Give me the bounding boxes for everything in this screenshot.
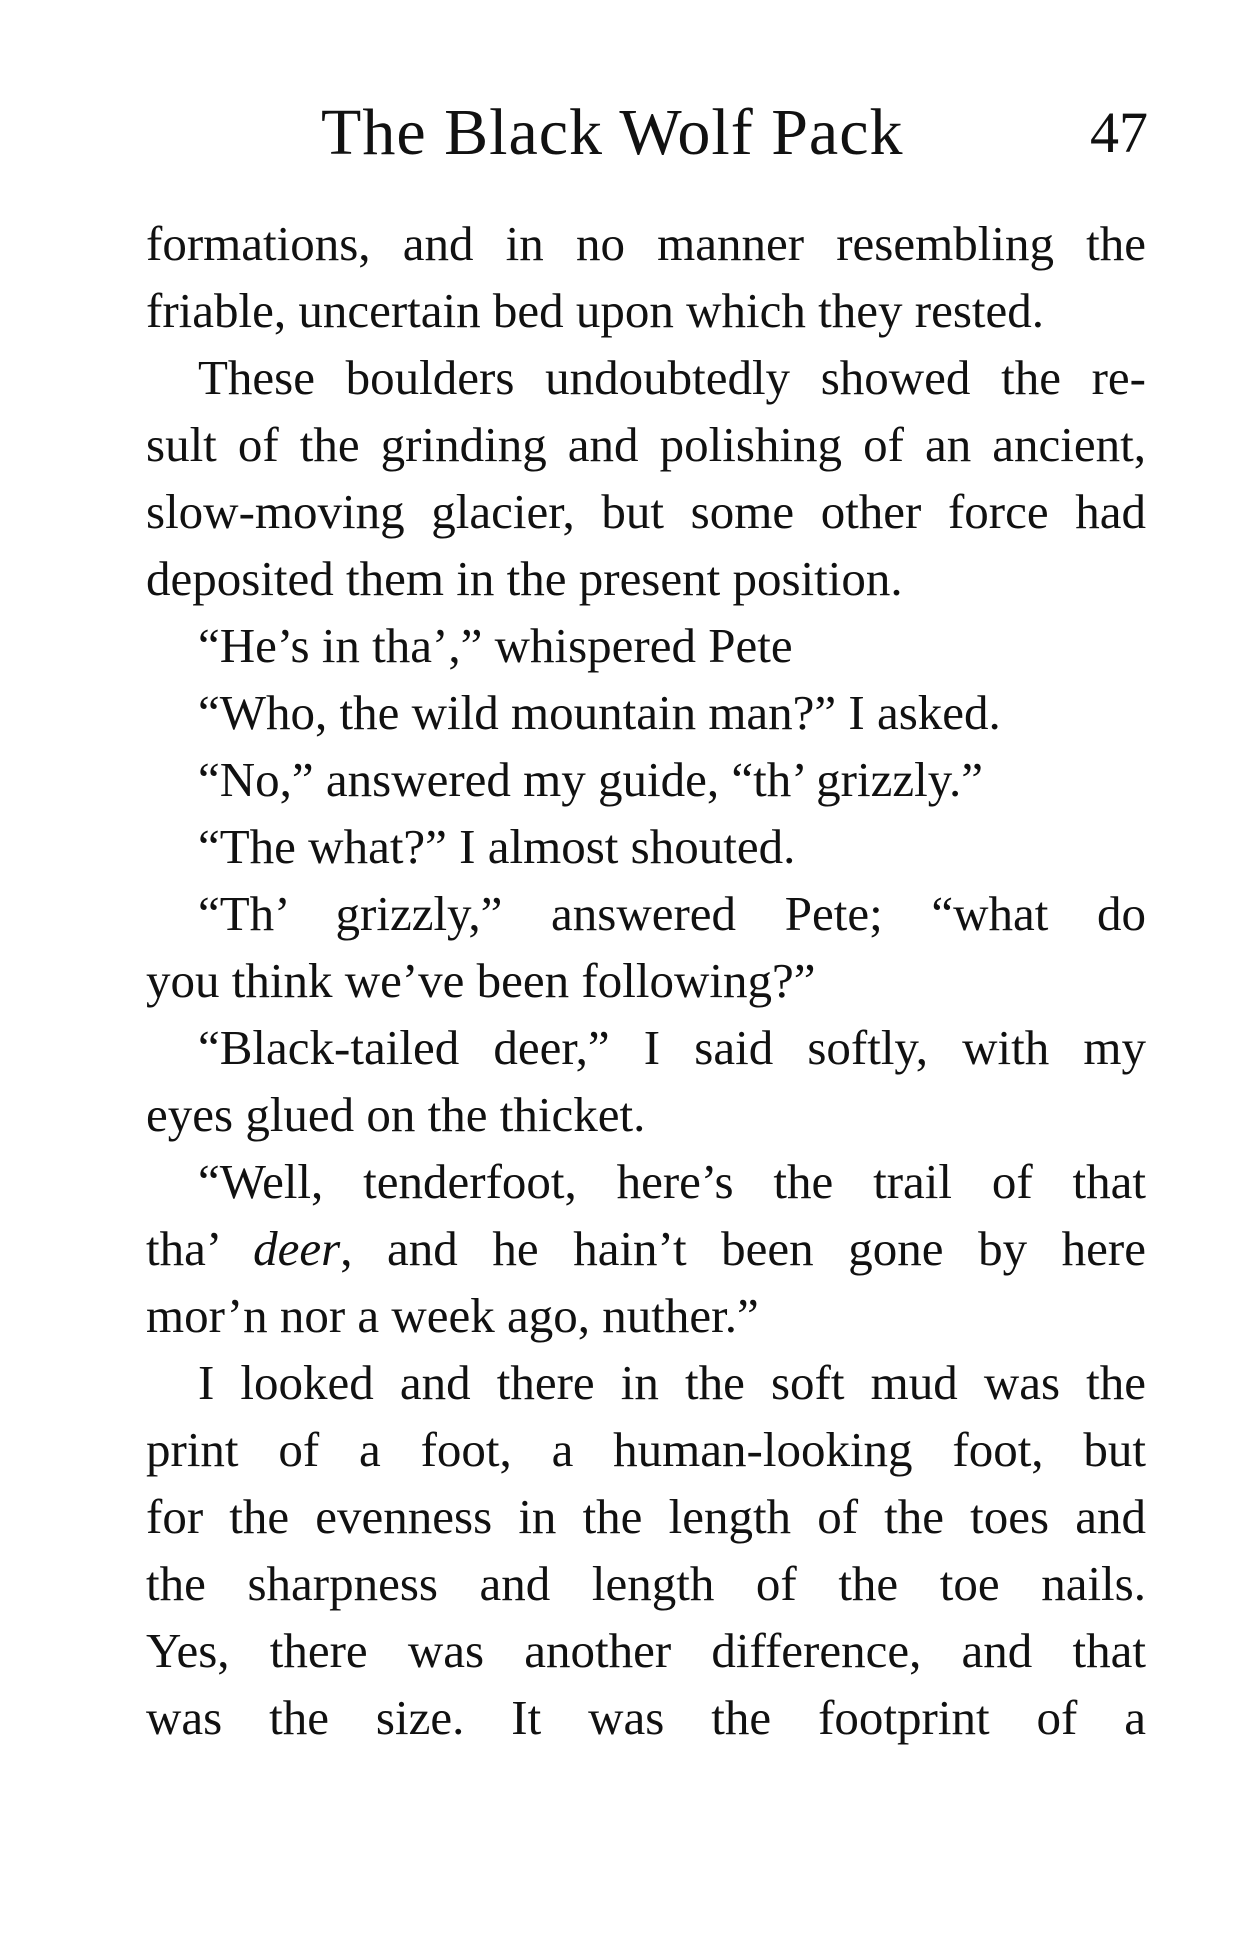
text-line: “The what?” I almost shouted. (198, 819, 796, 874)
text-line: I looked and there in the soft mud was the (198, 1355, 1146, 1410)
text-line: These boulders undoubtedly showed the re- (198, 350, 1146, 405)
text-line: deposited them in the present position. (146, 551, 903, 606)
page-number: 47 (1090, 100, 1148, 165)
text-line: was the size. It was the footprint of a (146, 1690, 1146, 1745)
italic-word: deer (253, 1221, 341, 1276)
text-segment: tha’ (146, 1221, 254, 1276)
text-line: slow-moving glacier, but some other force had (146, 484, 1146, 539)
text-line: “Who, the wild mountain man?” I asked. (198, 685, 1001, 740)
text-line: friable, uncertain bed upon which they rested. (146, 283, 1045, 338)
text-line: “Well, tenderfoot, here’s the trail of that (198, 1154, 1146, 1209)
text-line: for the evenness in the length of the toes and (146, 1489, 1146, 1544)
text-line (146, 1215, 1146, 1282)
running-head (146, 95, 1148, 175)
text-line: “No,” answered my guide, “th’ grizzly.” (198, 752, 984, 807)
text-line: Yes, there was another difference, and that (146, 1623, 1146, 1678)
text-line: you think we’ve been following?” (146, 953, 816, 1008)
running-title: The Black Wolf Pack (321, 96, 904, 169)
text-line: “He’s in tha’,” whispered Pete (198, 618, 793, 673)
text-segment: , and he hain’t been gone by here (340, 1221, 1146, 1276)
text-line: formations, and in no manner resembling the (146, 216, 1146, 271)
text-line: print of a foot, a human-looking foot, but (146, 1422, 1146, 1477)
text-line: sult of the grinding and polishing of an ancient, (146, 417, 1146, 472)
text-line: eyes glued on the thicket. (146, 1087, 646, 1142)
body-text (146, 210, 1146, 1751)
text-line: “Black-tailed deer,” I said softly, with my (198, 1020, 1146, 1075)
text-line: “Th’ grizzly,” answered Pete; “what do (198, 886, 1146, 941)
text-line: mor’n nor a week ago, nuther.” (146, 1288, 759, 1343)
text-line: the sharpness and length of the toe nails. (146, 1556, 1146, 1611)
